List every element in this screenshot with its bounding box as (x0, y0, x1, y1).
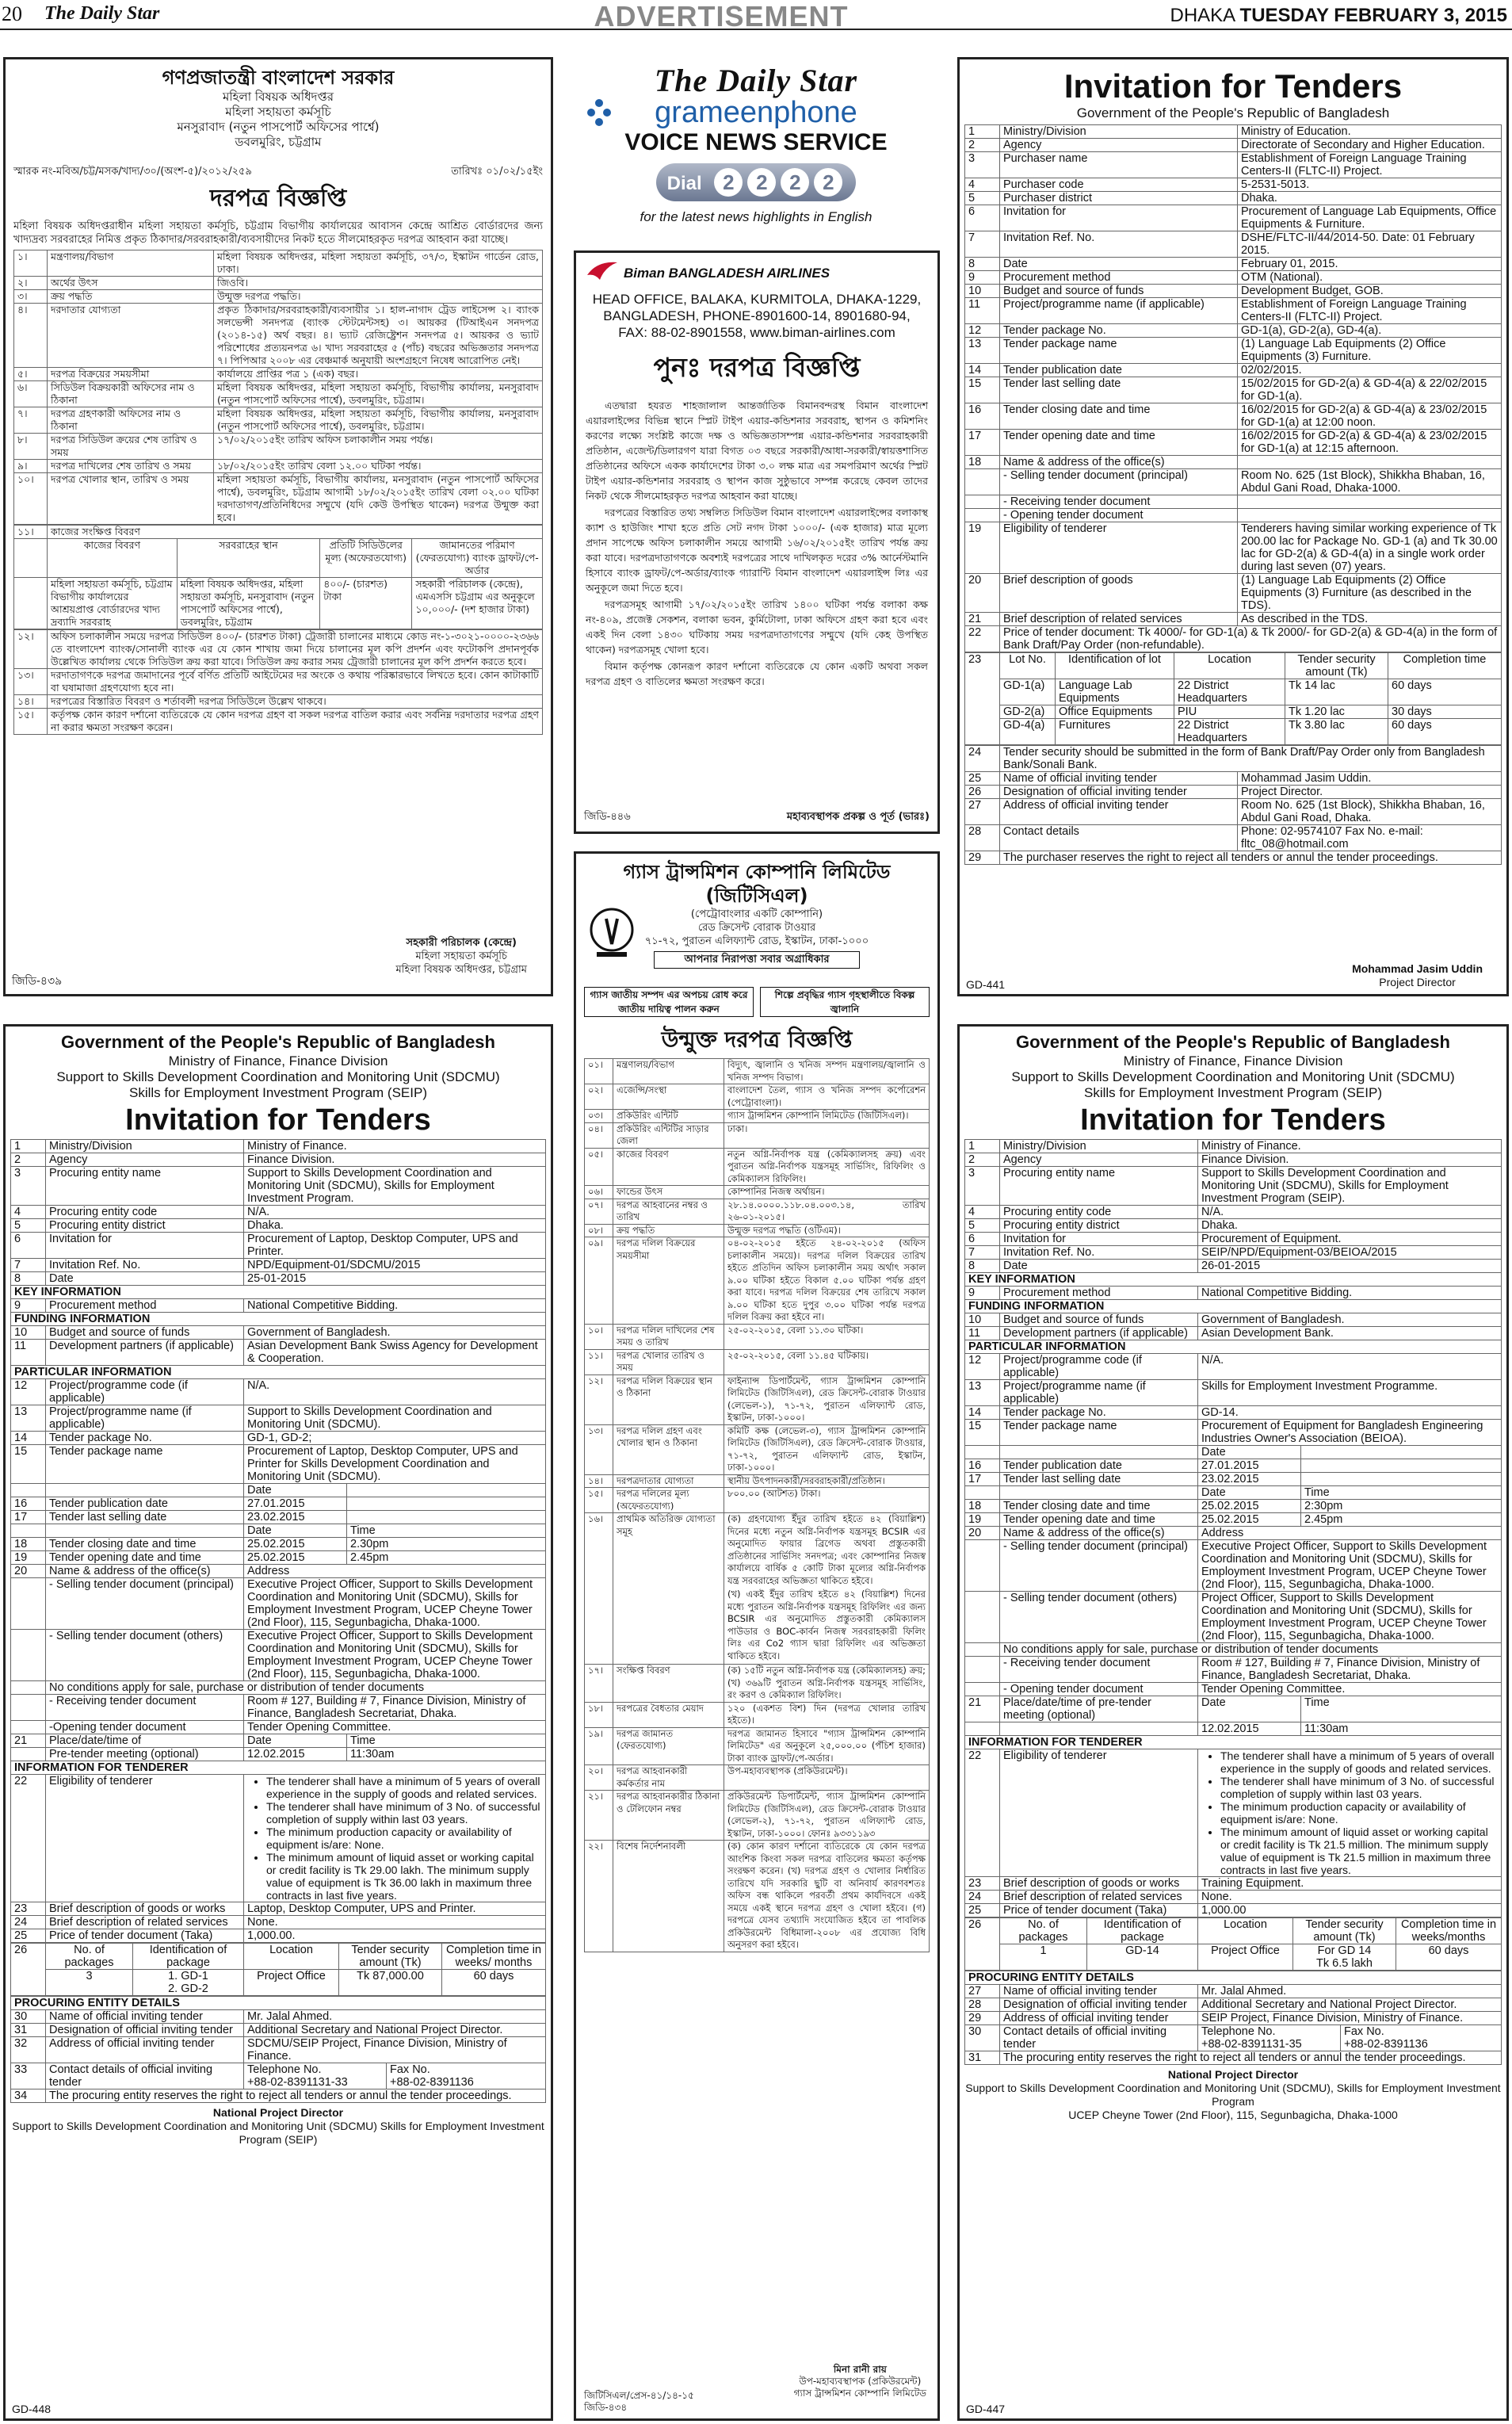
table-row: FUNDING INFORMATION (965, 1300, 1502, 1313)
r1-table (964, 124, 1502, 652)
table-row: 9 Procurement method National Competitive Bidding. (965, 1287, 1502, 1300)
gtcl-gd: জিটিসিএল/প্রেস-৪১/১৪-১৫ জিডি-৪৩৪ (584, 2390, 694, 2413)
gov-heading: Government of the People's Republic of Bangladesh (1016, 1032, 1450, 1052)
gtcl-logo-icon (589, 906, 635, 962)
table-row: 8 Date 25-01-2015 (11, 1272, 546, 1286)
table-row: 1 Ministry/Division Ministry of Education. (965, 125, 1502, 139)
ad-grameenphone-voice-news (572, 57, 940, 239)
table-row: 19 Tender opening date and time 25.02.2015 2.45pm (965, 1513, 1502, 1527)
table-row: 3 Procuring entity name Support to Skills Development Coordination and Monitoring Unit (SDCMU), Skills for Employment Investment Program. (11, 1167, 546, 1206)
dial-digit: 2 (714, 168, 743, 197)
gp-brand: grameenphone (572, 98, 940, 127)
table-row: PROCURING ENTITY DETAILS (11, 1997, 546, 2010)
table-row: 26 Designation of official inviting tender Project Director. (965, 786, 1502, 799)
table-row: ৩। ক্রয় পদ্ধতি উন্মুক্ত দরপত্র পদ্ধতি। (14, 290, 543, 304)
table-row: 16 Tender publication date 27.01.2015 (11, 1497, 546, 1511)
signature-block: National Project Director Support to Skills Development Coordination and Monitoring Unit (SDCMU) Skills for Employment Investment Program (SEIP) (12, 2106, 544, 2146)
table-row: 7 Invitation Ref. No. SEIP/NPD/Equipment-03/BEIOA/2015 (965, 1246, 1502, 1260)
ad-education-tender (957, 57, 1509, 996)
notice-title: দরপত্র বিজ্ঞপ্তি (209, 185, 347, 212)
table-row: 18 Name & address of the office(s) (965, 456, 1502, 469)
table-row: 13 Tender package name (1) Language Lab Equipments (2) Office Equipments (3) Furniture. (965, 338, 1502, 364)
telenor-logo-icon (583, 97, 615, 128)
table-row: 33 Contact details of official inviting tender Telephone No. +88-02-8391131-33 Fax No. +88-02-8391136 (11, 2063, 546, 2089)
gov-heading: গণপ্রজাতন্ত্রী বাংলাদেশ সরকার (162, 67, 395, 89)
table-row: 4 Procuring entity code N/A. (965, 1206, 1502, 1219)
table-row: 11 Development partners (if applicable) Asian Development Bank Swiss Agency for Development & Cooperation. (11, 1340, 546, 1366)
table-row: 30 Contact details of official inviting tender Telephone No. +88-02-8391131-35 Fax No. +88-02-8391136 (965, 2025, 1502, 2051)
signature-block: National Project Director Support to Skills Development Coordination and Monitoring Unit (SDCMU), Skills for Employment Investment Program UCEP Cheyne Tower (2nd Floor), 115, Segunbagicha, Dhaka-1000 (965, 2068, 1501, 2121)
notes-table (13, 629, 543, 735)
table-row: 12 Tender package No. GD-1(a), GD-2(a), GD-4(a). (965, 324, 1502, 338)
table-row: ১৪। দরপত্রের বিস্তারিত বিবরণ ও শর্তাবলী দরপত্র সিডিউলে উল্লেখ থাকবে। (14, 695, 543, 709)
table-row: ১৫। কর্তৃপক্ষ কোন কারণ দর্শানো ব্যতিরেকে যে কোন দরপত্র গ্রহণ বা সকল দরপত্র বাতিল করার এবং সর্বনিম্ন দরদাতার দরপত্র গ্রহণ না করার ক্ষমতা সংরক্ষণ করেন। (14, 709, 543, 735)
table-row: INFORMATION FOR TENDERER (965, 1736, 1502, 1749)
table-row: 32 Address of official inviting tender SDCMU/SEIP Project, Finance Division, Ministry of Finance. (11, 2037, 546, 2063)
intro: মহিলা বিষয়ক অধিদপ্তরাধীন মহিলা সহায়তা কর্মসূচি, চট্টগ্রাম বিভাগীয় কার্যালয়ের আবাসন কেন্দ্রে আশ্রিত বোর্ডারদের জন্য খাদ্যদ্রব্য সরবরাহের নিমিত্ত প্রকৃত ঠিকাদার/সরবরাহকারী/ব্যবসায়ীদের নিকট হতে সীলমোহরকৃত দরপত্র আহবান করা যাচ্ছে। (13, 220, 544, 246)
table-row: - Opening tender document (965, 509, 1502, 522)
table-row: ১০। দরপত্র দলিল দাখিলের শেষ সময় ও তারিখ ২৫-০২-২০১৫, বেলা ১১.৩০ ঘটিকা। (585, 1324, 930, 1349)
gp-service: VOICE NEWS SERVICE (624, 129, 888, 155)
table-row: ১৮। দরপত্রের বৈধতার মেয়াদ ১২০ (একশত বিশ) দিন (দরপত্র খোলার তারিখ হইতে)। (585, 1702, 930, 1727)
table-row: ১৫। দরপত্র দলিলের মূল্য (অফেরতযোগ্য) ৮০০.০০ (আটশত) টাকা। (585, 1488, 930, 1513)
table-row: 20 Name & address of the office(s) Address (965, 1527, 1502, 1540)
r1-lot-table (964, 652, 1502, 745)
table-row: 23 Brief description of goods or works Laptop, Desktop Computer, UPS and Printer. (11, 1902, 546, 1916)
table-row: 12 Project/programme code (if applicable) N/A. (11, 1379, 546, 1405)
table-row: 21 Brief description of related services As described in the TDS. (965, 613, 1502, 626)
table-row: 6 Invitation for Procurement of Language Lab Equipments, Office Equipments & Furniture. (965, 205, 1502, 231)
address-2: ডবলমুরিং, চট্টগ্রাম (235, 135, 322, 149)
table-row: 27 Address of official inviting tender Room No. 625 (1st Block), Shikkha Bhaban, 16, Abdul Gani Road, Dhaka. (965, 799, 1502, 825)
table-row: ১১। দরপত্র খোলার তারিখ ও সময় ২৫-০২-২০১৫, বেলা ১১.৪৫ ঘটিকায়। (585, 1349, 930, 1374)
tender-table (10, 1139, 546, 1943)
table-row: 2 Agency Finance Division. (965, 1153, 1502, 1167)
table-row: KEY INFORMATION (11, 1286, 546, 1299)
table-row: 26 No. of packages Identification of package Location Tender security amount (Tk) Completion time in weeks/ months (11, 1944, 546, 1970)
table-row: 15 Tender last selling date 15/02/2015 for GD-2(a) & GD-4(a) & 22/02/2015 for GD-1(a). (965, 377, 1502, 403)
tender-title: Invitation for Tenders (125, 1103, 431, 1137)
gd-number: GD-447 (966, 2403, 1006, 2415)
table-row: 9 Procurement method National Competitive Bidding. (11, 1299, 546, 1313)
table-row: ০৬। ফান্ডের উৎস কোম্পানির নিজস্ব অর্থায়ন। (585, 1186, 930, 1199)
table-row: 22 Eligibility of tenderer • The tenderer shall have a minimum of 5 years of overall experience in the supply of goods and related services. • The tenderer shall have minimum of 3 No. of successful completion of supply within last 03 years. • The minimum production capacity or availability of equipment is/are: None. • The minimum amount of liquid asset or working capital or credit facility is Tk 29.00 lakh. The minimum supply value of equipment is Tk 36.00 lakh in maximum three contracts in last five years. (11, 1775, 546, 1902)
table-row: 3 Purchaser name Establishment of Foreign Language Training Centers-II (FLTC-II) Project. (965, 152, 1502, 178)
tender-title: Invitation for Tenders (1080, 1103, 1386, 1137)
table-row: 4 Purchaser code 5-2531-5013. (965, 178, 1502, 192)
gp-paper: The Daily Star (654, 63, 858, 98)
table-row: 8 Date February 01, 2015. (965, 258, 1502, 271)
table-row: 12 Project/programme code (if applicable) N/A. (965, 1354, 1502, 1380)
table-row: 7 Invitation Ref. No. DSHE/FLTC-II/44/2014-50. Date: 01 February 2015. (965, 231, 1502, 258)
table-row: ২২। বিশেষ নির্দেশনাবলী (ক) কোন কারণ দর্শানো ব্যতিরেকে যে কোন দরপত্র আংশিক কিংবা সকল দরপত্র বাতিলের ক্ষমতা কর্তৃপক্ষ সংরক্ষণ করেন। (খ) দরপত্র গ্রহণ ও খোলার নির্ধারিত তারিখে যদি সরকারি ছুটি বা অনিবার্য কারণবশতঃ অফিস বন্ধ থাকিলে পরবর্তী প্রথম কার্যদিবসে একই সময়ে একই স্থানে দরপত্র গ্রহণ ও খোলা হইবে। (গ) দরপত্রে যেসব তথ্যাদি সংযোজিত হইবে তা পাবলিক প্রকিউরমেন্ট বিধিমালা-২০০৮ এর প্রযোজ্য বিধি অনুসরণ করা হইবে। (585, 1841, 930, 1952)
table-row: 22 Price of tender document: Tk 4000/- for GD-1(a) & Tk 2000/- for GD-2(a) & GD-4(a) in the form of Bank Draft/Pay Order (non-refundable). (965, 626, 1502, 652)
list-item: (ক) গ্রহণযোগ্য ইঁদুর তারিখ হইতে ৪২ (বিয়াল্লিশ) দিনের মধ্যে নতুন অগ্নি-নির্বাপক যন্ত্রসমূহ BCSIR এর অনুমোদিত ফায়ার ব্রিগেড অথবা প্রস্তুতকারী প্রতিষ্ঠানের সার্ভিসিং সনদপত্র; এবং কোম্পানির নিজস্ব কার্যালয়ে বার্ষিক ৫ কোটি টাকা মূল্যের অগ্নি-নির্বাপক যন্ত্র সরবরাহের অভিজ্ঞতা থাকিতে হইবে। (727, 1513, 926, 1586)
table-row: 9 Procurement method OTM (National). (965, 271, 1502, 285)
table-row: 10 Budget and source of funds Development Budget, GOB. (965, 285, 1502, 298)
gtcl-table (584, 1058, 930, 1952)
table-row: 30 Name of official inviting tender Mr. Jalal Ahmed. (11, 2010, 546, 2024)
table-row: ০৯। দরপত্র দলিল বিক্রয়ের সময়সীমা ০৪-০২-২০১৫ হইতে ২৪-০২-২০১৫ (অফিস চলাকালীন সময়ে)। দরপত্র দলিল বিক্রয়ের তারিখ হইতে প্রতিদিন অফিস চলাকালীন সময় অর্থাৎ সকাল ৯.০০ ঘটিকা হইতে বিকাল ৫.০০ ঘটিকা পর্যন্ত গ্রহণ করা যাবে। দরপত্র দলিল বিক্রয়ের শেষ তারিখে সকাল ৯.০০ ঘটিকা হতে দুপুর ৩.০০ ঘটিকা পর্যন্ত দরপত্র দলিল বিক্রয় করা হইবে না। (585, 1237, 930, 1325)
biman-title: পুনঃ দরপত্র বিজ্ঞপ্তি (653, 352, 861, 383)
table-row: ১২। অফিস চলাকালীন সময়ে দরপত্র সিডিউল ৪০০/- (চারশত টাকা) ট্রেজারী চালানের মাধ্যমে কোড নং-১-৩০২১-০০০০-২৩৬৬ তে বাংলাদেশ ব্যাংক/সোনালী ব্যাংক এর যে কোন শাখায় জমা দিয়ে চালানের মূল কপি প্রদর্শন এবং ফটোকপি প্রদানপূর্বক উল্লেখিত কার্যালয় থেকে সিডিউল ক্রয় করা যাবে। সিডিউল ক্রয় করার সময় ট্রেজারী চালানের মূল কপি প্রদর্শন করতে হবে। (14, 630, 543, 669)
table-row: 19 Eligibility of tenderer Tenderers having similar working experience of Tk 200.00 lac for Package No. GD-1 (a) and Tk 30.00 lac for GD-2(a) & GD-4(a) in a single work order during last seven (07) years. (965, 522, 1502, 574)
table-row: 18 Tender closing date and time 25.02.2015 2:30pm (965, 1500, 1502, 1513)
table-row: 15 Tender package name Procurement of Equipment for Bangladesh Engineering Industries Owner's Association (BEIOA). (965, 1420, 1502, 1446)
unit: Support to Skills Development Coordination and Monitoring Unit (SDCMU) (56, 1069, 500, 1084)
tender-table (964, 1139, 1502, 1917)
table-row: No conditions apply for sale, purchase or distribution of tender documents (11, 1681, 546, 1695)
biman-bird-icon (586, 259, 619, 283)
gp-tagline: for the latest news highlights in English (640, 209, 872, 224)
table-row: ০৫। কাজের বিবরণ নতুন অগ্নি-নির্বাপক যন্ত্র (কেমিক্যালসহ ক্রয়) এবং পুরাতন অগ্নি-নির্বাপক যন্ত্রসমূহ সার্ভিসিং, রিফিলিং ও কেমিক্যালস রিফিলিং। (585, 1148, 930, 1186)
ad-womens-affairs-tender (3, 57, 553, 996)
table-row: 8 Date 26-01-2015 (965, 1260, 1502, 1273)
table-row: -Opening tender document Tender Opening Committee. (11, 1721, 546, 1734)
address-1: মনসুরাবাদ (নতুন পাসপোর্ট অফিসের পার্শ্বে) (177, 120, 380, 134)
table-row: 2 Agency Finance Division. (11, 1153, 546, 1167)
table-row: ০৮। ক্রয় পদ্ধতি উন্মুক্ত দরপত্র পদ্ধতি (ওটিএম)। (585, 1224, 930, 1237)
entity-table (10, 1996, 546, 2103)
list-item: • The tenderer shall have minimum of 3 No. of successful completion of supply within last 03 years. (1220, 1775, 1498, 1800)
gtcl-signature: মিনা রানী রায় উপ-মহাব্যবস্থাপক (প্রকিউরমেন্ট) গ্যাস ট্রান্সমিশন কোম্পানি লিমিটেড (793, 2364, 926, 2399)
table-row: 17 Tender last selling date 23.02.2015 (965, 1473, 1502, 1486)
table-row: 34 The procuring entity reserves the right to reject all tenders or annul the tender proceedings. (11, 2089, 546, 2103)
table-row: 1 GD-14 Project Office For GD 14 Tk 6.5 lakh 60 days (965, 1944, 1502, 1971)
ministry: Ministry of Finance, Finance Division (168, 1053, 388, 1069)
gtcl-title: উন্মুক্ত দরপত্র বিজ্ঞপ্তি (661, 1027, 853, 1053)
table-row: INFORMATION FOR TENDERER (11, 1761, 546, 1775)
table-row: 24 Brief description of related services None. (965, 1891, 1502, 1904)
table-row: 12.02.2015 11:30am (965, 1722, 1502, 1736)
table-row: 15 Tender package name Procurement of Laptop, Desktop Computer, UPS and Printer for Skills Development Coordination and Monitoring Unit (SDCMU). (11, 1445, 546, 1484)
unit: Support to Skills Development Coordination and Monitoring Unit (SDCMU) (1011, 1069, 1455, 1084)
table-row: 28 Contact details Phone: 02-9574107 Fax No. e-mail: fltc_08@hotmail.com (965, 825, 1502, 851)
table-row: ১২। দরপত্র দলিল বিক্রয়ের স্থান ও ঠিকানা ফাইন্যান্স ডিপার্টমেন্ট, গ্যাস ট্রান্সমিশন কোম্পানি লিমিটেড (জিটিসিএল), রেড ক্রিসেন্ট-বোরাক টাওয়ার (লেভেল-১), ৭১-৭২, পুরাতন এলিফ্যান্ট রোড, ইস্কাটন, ঢাকা-১০০০। (585, 1374, 930, 1424)
gtcl-header: গ্যাস ট্রান্সমিশন কোম্পানি লিমিটেড (জিটিসিএল) (পেট্রোবাংলার একটি কোম্পানি) রেড ক্রিসেন্ট বোরাক টাওয়ার ৭১-৭২, পুরাতন এলিফ্যান্ট রোড, ইস্কাটন, ঢাকা-১০০০ আপনার নিরাপত্তা সবার অগ্রাধিকার (584, 860, 930, 985)
table-row: ০৪। প্রকিউরিং এন্টিটির সাড়ার জেলা ঢাকা। (585, 1122, 930, 1148)
r1-sub: Government of the People's Republic of Bangladesh (1076, 105, 1390, 120)
paper-name: The Daily Star (44, 3, 160, 24)
table-row: 27 Name of official inviting tender Mr. Jalal Ahmed. (965, 1985, 1502, 1998)
table-row: 17 Tender opening date and time 16/02/2015 for GD-2(a) & GD-4(a) & 23/02/2015 for GD-1(a) at 12:15 afternoon. (965, 430, 1502, 456)
gtcl-safety-box: আপনার নিরাপত্তা সবার অগ্রাধিকার (654, 951, 860, 969)
ad-gtcl-tender (574, 851, 940, 2421)
table-row: - Opening tender document Tender Opening Committee. (965, 1683, 1502, 1696)
table-row: 5 Purchaser district Dhaka. (965, 192, 1502, 205)
table-row: 17 Tender last selling date 23.02.2015 (11, 1511, 546, 1524)
table-row: 7 Invitation Ref. No. NPD/Equipment-01/SDCMU/2015 (11, 1259, 546, 1272)
table-row: 28 Designation of official inviting tender Additional Secretary and National Project Director. (965, 1998, 1502, 2012)
table-row: 14 Tender package No. GD-14. (965, 1406, 1502, 1420)
table-row: 1 Ministry/Division Ministry of Finance. (965, 1140, 1502, 1153)
table-row: ১৩। দরপত্র দলিল গ্রহণ এবং খোলার স্থান ও ঠিকানা কমিটি কক্ষ (লেভেল-৩), গ্যাস ট্রান্সমিশন কোম্পানি লিমিটেড (জিটিসিএল), রেড ক্রিসেন্ট-বোরাক টাওয়ার, ৭১-৭২, পুরাতন এলিফ্যান্ট রোড, ইস্কাটন, ঢাকা-১০০০। (585, 1424, 930, 1474)
programme: Skills for Employment Investment Program (SEIP) (1083, 1085, 1382, 1100)
table-row: ৭। দরপত্র গ্রহণকারী অফিসের নাম ও ঠিকানা মহিলা বিষয়ক অধিদপ্তর, মহিলা সহায়তা কর্মসূচি, বিভাগীয় কার্যালয়, মনসুরাবাদ (নতুন পাসপোর্ট অফিসের পার্শ্বে), ডবলমুরিং, চট্টগ্রাম। (14, 407, 543, 434)
table-row: 24 Brief description of related services None. (11, 1916, 546, 1929)
ministry: Ministry of Finance, Finance Division (1123, 1053, 1343, 1069)
table-row: No conditions apply for sale, purchase or distribution of tender documents (965, 1643, 1502, 1657)
section-title: ADVERTISEMENT (594, 0, 849, 32)
table-row: 22 Eligibility of tenderer • The tenderer shall have a minimum of 5 years of overall experience in the supply of goods and related services. • The tenderer shall have minimum of 3 No. of successful completion of supply within last 03 years. • The minimum production capacity or availability of equipment is/are: None. • The minimum amount of liquid asset or working capital or credit facility is Tk 21.5 million. The minimum supply value of equipment is Tk 21.5 million in maximum three contracts in last five years. (965, 1749, 1502, 1877)
dial-digit: 2 (814, 168, 842, 197)
memo-no: স্মারক নং-মবিঅ/চট্ট/মসক/খাদ্য/৩০/(অংশ-৫)/২০১২/২৫৯ (13, 166, 252, 178)
ad-seip-equipment-tender (957, 1024, 1509, 2421)
eligibility-list (266, 1775, 542, 1902)
dial-digit: 2 (781, 168, 809, 197)
gd-number: জিডি-৪৩৯ (12, 975, 63, 988)
table-row: 25 Name of official inviting tender Mohammad Jasim Uddin. (965, 772, 1502, 786)
r1-gd: GD-441 (966, 978, 1006, 991)
table-row: Date Time (11, 1524, 546, 1538)
table-row: 5 Procuring entity district Dhaka. (965, 1219, 1502, 1233)
biman-para-2: দরপত্রের বিস্তারিত তথ্য সম্বলিত সিডিউল বিমান বাংলাদেশ এয়ারলাইন্সের বলাকাস্থ ক্যাশ ও হাউজিং শাখা হতে প্রতি সেট নগদ টাকা ১০০০/- (এক হাজার) মাত্র মূল্যে প্রদান সাপেক্ষে অফিস চলাকালীন সময়ে আগামী ১৬/০২/২০১৫ইং তারিখ পর্যন্ত ক্রয় করা যাবে। দরপত্রদাতাগণকে অবশ্যই দরপত্রের সাথে দাখিলকৃত দরের ৩% আর্নেস্টমানি হিসাবে ব্যাংক ড্রাফট/পে-অর্ডার/ব্যাংক গ্যারান্টি বিমান বাংলাদেশ এয়ারলাইন্স লিঃ এর অনুকূলে জমা দিতে হবে। (586, 507, 928, 594)
table-row: 10 Budget and source of funds Government of Bangladesh. (965, 1313, 1502, 1327)
table-row: 23 Brief description of goods or works Training Equipment. (965, 1877, 1502, 1891)
gp-dial: Dial 2 2 2 2 (572, 163, 940, 208)
r1-title: Invitation for Tenders (1063, 67, 1403, 105)
table-row: 21 Place/date/time of Date Time (11, 1734, 546, 1748)
table-row: ৮। দরপত্র সিডিউল ক্রয়ের শেষ তারিখ ও সময় ১৭/০২/২০১৫ইং তারিখ অফিস চলাকালীন সময় পর্যন্ত। (14, 434, 543, 460)
table-row: - Selling tender document (others) Project Officer, Support to Skills Development Coordination and Monitoring Unit (SDCMU), Skills for Employment Investment Program, UCEP Cheyne Tower (2nd Floor), 115, Segunbagicha, Dhaka-1000. (965, 1592, 1502, 1643)
package-table (964, 1917, 1502, 1971)
table-row: ০১। মন্ত্রণালয়/বিভাগ বিদ্যুৎ, জ্বালানি ও খনিজ সম্পদ মন্ত্রণালয়/জ্বালানি ও খনিজ সম্পদ বিভাগ। (585, 1059, 930, 1084)
table-row: - Receiving tender document Room # 127, Building # 7, Finance Division, Ministry of Finance, Bangladesh Secretariat, Dhaka. (11, 1695, 546, 1721)
table-row: 20 Brief description of goods (1) Language Lab Equipments (2) Office Equipments (3) Furniture (as described in the TDS). (965, 574, 1502, 613)
eligibility-list (1220, 1749, 1498, 1876)
gd-number: GD-448 (12, 2403, 52, 2415)
table-row: ২১। দরপত্র আহবানকারীর ঠিকানা ও টেলিফোন নম্বর প্রকিউরমেন্ট ডিপার্টমেন্ট, গ্যাস ট্রান্সমিশন কোম্পানি লিমিটেড (জিটিসিএল), রেড ক্রিসেন্ট-বোরাক টাওয়ার (লেভেল-২), ৭১-৭২, পুরাতন এলিফ্যান্ট রোড, ইস্কাটন, ঢাকা-১০০০। ফোনঃ ৯৩৩১১৯৩ (585, 1791, 930, 1841)
table-row: ১৩। দরদাতাগণকে দরপত্র জমাদানের পূর্বে বর্ণিত প্রতিটি আইটেমের দর অংকে ও কথায় পরিষ্কারভাবে লিখতে হবে। কোন কাটাকাটি বা ঘষামাজা গ্রহণযোগ্য হবে না। (14, 669, 543, 695)
table-row: ১। মন্ত্রণালয়/বিভাগ মহিলা বিষয়ক অধিদপ্তর, মহিলা সহায়তা কর্মসূচি, ৩৭/৩, ইস্কাটন গার্ডেন রোড, ঢাকা। (14, 250, 543, 277)
table-row: ১৭। সংক্ষিপ্ত বিবরণ (ক) ১৫টি নতুন অগ্নি-নির্বাপক যন্ত্র (কেমিক্যালসহ) ক্রয়; (খ) ৩৬৯টি পুরাতন অগ্নি-নির্বাপক যন্ত্রসমূহ সার্ভিসিং, রং করণ ও কেমিক্যাল রিফিলিং। (585, 1665, 930, 1703)
biman-logo: Biman BANGLADESH AIRLINES (586, 259, 928, 286)
table-row: 1 Ministry/Division Ministry of Finance. (11, 1140, 546, 1153)
table-row: FUNDING INFORMATION (11, 1313, 546, 1326)
table-row: 16 Tender closing date and time 16/02/2015 for GD-2(a) & GD-4(a) & 23/02/2015 for GD-1(a) at 12:00 noon. (965, 403, 1502, 430)
table-row: Date Time (965, 1486, 1502, 1500)
list-item: (খ) একই ইঁদুর তারিখ হইতে ৪২ (বিয়াল্লিশ) দিনের মধ্যে পুরাতন অগ্নি-নির্বাপক যন্ত্রসমূহ রিফিলিং এর জন্য BCSIR এর অনুমোদিত প্রস্তুতকারী কেমিক্যালস পাউডার ও BOC-কার্বন নিজস্ব সরবরাহকারী ফিলিং লিঃ এর Co2 গ্যাস দ্বারা রিফিলিং এর অভিজ্ঞতা থাকিতে হইবে। (727, 1589, 926, 1661)
table-row: - Selling tender document (others) Executive Project Officer, Support to Skills Development Coordination and Monitoring Unit (SDCMU), Skills for Employment Investment Program, UCEP Cheyne Tower (2nd Floor), 115, Segunbagicha, Dhaka-1000. (11, 1630, 546, 1681)
issue-date: DHAKA TUESDAY FEBRUARY 3, 2015 (1170, 5, 1507, 26)
table-row: 31 The procuring entity reserves the right to reject all tenders or annul the tender proceedings. (965, 2051, 1502, 2065)
table-row: ১৯। দরপত্র জামানত (ফেরতযোগ্য) দরপত্র জামানত হিসাবে "গ্যাস ট্রান্সমিশন কোম্পানি লিমিটেড" এর অনুকূলে ২৫,০০০.০০ (পঁচিশ হাজার) টাকা ব্যাংক ড্রাফট/পে-অর্ডার। (585, 1727, 930, 1765)
memo-date: তারিখঃ ০১/০২/১৫ইং (451, 166, 543, 178)
table-row: GD-1(a) Language Lab Equipments 22 District Headquarters Tk 14 lac 60 days (965, 679, 1502, 705)
list-item: • The minimum production capacity or availability of equipment is/are: None. (266, 1826, 542, 1851)
table-row: - Receiving tender document (965, 495, 1502, 509)
table-row: - Receiving tender document Room # 127, Building # 7, Finance Division, Ministry of Finance, Bangladesh Secretariat, Dhaka. (965, 1657, 1502, 1683)
table-row: ০৩। প্রকিউরিং এন্টিটি গ্যাস ট্রান্সমিশন কোম্পানি লিমিটেড (জিটিসিএল)। (585, 1110, 930, 1123)
table-row: 19 Tender opening date and time 25.02.2015 2.45pm (11, 1551, 546, 1565)
table-row: 21 Place/date/time of pre-tender meeting (optional) Date Time (965, 1696, 1502, 1722)
work-table: ১১। কাজের সংক্ষিপ্ত বিবরণ কাজের বিবরণ সরবরাহের স্থান প্রতিটি সিডিউলের মূল্য (অফেরতযোগ্য) জামানতের পরিমাণ (ফেরতযোগ্য) ব্যাংক ড্রাফট/পে-অর্ডার মহিলা সহায়তা কর্মসূচি, চট্টগ্রাম বিভাগীয় কার্যালয়ের আশ্রয়প্রাপ্ত বোর্ডারদের খাদ্য দ্রব্যাদি সরবরাহ মহিলা বিষয়ক অধিদপ্তর, মহিলা সহায়তা কর্মসূচি, মনসুরাবাদ (নতুন পাসপোর্ট অফিসের পার্শ্বে), ডবলমুরিং, চট্টগ্রাম ৪০০/- (চারশত) টাকা সহকারী পরিচালক (কেন্দ্রে), এমএসসি চট্টগ্রাম এর অনুকূলে ১০,০০০/- (দশ হাজার টাকা) (13, 525, 543, 629)
table-row: 13 Project/programme name (if applicable) Skills for Employment Investment Programme. (965, 1380, 1502, 1406)
dept: মহিলা বিষয়ক অধিদপ্তর (223, 90, 334, 104)
table-row: 16 Tender publication date 27.01.2015 (965, 1459, 1502, 1473)
masthead (0, 0, 1512, 30)
table-row: 3 Procuring entity name Support to Skills Development Coordination and Monitoring Unit (SDCMU), Skills for Employment Investment Program (SEIP). (965, 1167, 1502, 1206)
list-item: • The minimum amount of liquid asset or working capital or credit facility is Tk 21.5 million. The minimum supply value of equipment is Tk 21.5 million in maximum three contracts in last five years. (1220, 1826, 1498, 1876)
biman-para-4: বিমান কর্তৃপক্ষ কোনরূপ কারণ দর্শানো ব্যতিরেকে যে কোন একটি অথবা সকল দরপত্র গ্রহণ ও বাতিলের ক্ষমতা সংরক্ষণ করে। (586, 660, 928, 687)
table-row: ২। অর্থের উৎস জিওবি। (14, 277, 543, 290)
biman-para-1: এতদ্বারা হযরত শাহজালাল আন্তর্জাতিক বিমানবন্দরস্থ বিমান বাংলাদেশ এয়ারলাইন্সের বিভিন্ন স্থানে স্প্লিট টাইপ এয়ার-কন্ডিশনার সরবরাহ, স্থাপন ও কমিশনিং করণের লক্ষ্যে সংশ্লিষ্ট কাজে দক্ষ ও অভিজ্ঞতাসম্পন্ন এয়ার-কন্ডিশনার সরবরাহকারী প্রতিষ্ঠান, এজেন্ট/ডিলারগণ যারা বিগত ০৩ বছরে সরকারী/আধা-সরকারী/স্বায়ত্তশাসিত প্রতিষ্ঠানের অফিসে একক কার্যাদেশের টাকা ৩.০ লক্ষ মাত্র এর সমপরিমাণ অর্থের স্প্লিট টাইপ এয়ার-কন্ডিশনার সরবরাহ ও স্থাপন কাজ সুষ্ঠুভাবে সম্পন্ন করেছে কেবল তাদের নিকট থেকে সীলমোহরকৃত দরপত্র আহবান করা যাচ্ছে। (586, 400, 928, 502)
programme: Skills for Employment Investment Program (SEIP) (128, 1085, 427, 1100)
table-row: 5 Procuring entity district Dhaka. (11, 1219, 546, 1233)
ad-seip-computer-tender (3, 1024, 553, 2421)
table-row: 14 Tender package No. GD-1, GD-2; (11, 1432, 546, 1445)
table-row: ০৭। দরপত্র আহবানের নম্বর ও তারিখ ২৮.১৪.০০০০.১১৮.০৪.০০৩.১৪, তারিখ ২৬-০১-২০১৫। (585, 1199, 930, 1224)
biman-address: HEAD OFFICE, BALAKA, KURMITOLA, DHAKA-1229, BANGLADESH, PHONE-8901600-14, 8901680-94, FAX: 88-02-8901558, www.biman-airlines.com (592, 292, 922, 340)
list-item: • The minimum production capacity or availability of equipment is/are: None. (1220, 1800, 1498, 1826)
table-row: 29 The purchaser reserves the right to reject all tenders or annul the tender proceedings. (965, 851, 1502, 865)
table-row: Pre-tender meeting (optional) 12.02.2015 11:30am (11, 1748, 546, 1761)
table-row: ৫। দরপত্র বিক্রয়ের সময়সীমা কার্যালয়ে প্রাপ্তির পত্র ১ (এক) বছর। (14, 368, 543, 381)
table-row: 25 Price of tender document (Taka) 1,000.00. (11, 1929, 546, 1943)
table-row: ০২। এজেন্সি/সংস্থা বাংলাদেশ তৈল, গ্যাস ও খনিজ সম্পদ কর্পোরেশন (পেট্রোবাংলা)। (585, 1084, 930, 1110)
table-row: 24 Tender security should be submitted in the form of Bank Draft/Pay Order only from Bangladesh Bank/Sonali Bank. (965, 746, 1502, 772)
table-row: 20 Name & address of the office(s) Address (11, 1565, 546, 1578)
package-table (10, 1943, 546, 1996)
table-row: 25 Price of tender document (Taka) 1,000.00 (965, 1904, 1502, 1917)
table-row: 14 Tender publication date 02/02/2015. (965, 364, 1502, 377)
table-row: 11 Development partners (if applicable) Asian Development Bank. (965, 1327, 1502, 1340)
table-row: ১৪। দরপত্রদাতার যোগ্যতা স্থানীয় উৎপাদনকারী/সরবরাহকারী/প্রতিষ্ঠান। (585, 1474, 930, 1488)
table-row: Date (11, 1484, 546, 1497)
table-row: 18 Tender closing date and time 25.02.2015 2.30pm (11, 1538, 546, 1551)
table-row: ৪। দরদাতার যোগ্যতা প্রকৃত ঠিকাদার/সরবরাহকারী/ব্যবসায়ীর ১। হাল-নাগাদ ট্রেড লাইসেন্স ২। ব্যাংক সলভেন্সী সনদপত্র (ব্যাংক স্টেটমেন্টসহ) ৩। আয়কর (টিআইএন সনদপত্র (২০১৪-১৫) অর্থ বছর। ৪। ভ্যাট রেজিষ্ট্রেশন সনদপত্র ৫। আয়কর ও ভ্যাট পরিশোধের প্রত্যয়নপত্র ৬। খাদ্য সরবরাহের ৫ (পাঁচ) বছরের অভিজ্ঞতার সনদপত্র ৭। পিপিআর ২০০৮ এর বেঞ্চমার্ক অনুযায়ী অংশগ্রহণে নিষেধ আরোপিত নেই। (14, 304, 543, 368)
biman-footer: জিডি-৪৪৬ মহাব্যবস্থাপক প্রকল্প ও পূর্ত (ভারঃ) (584, 811, 930, 823)
dial-digit: 2 (747, 168, 776, 197)
table-row: 6 Invitation for Procurement of Equipment. (965, 1233, 1502, 1246)
table-row: PARTICULAR INFORMATION (11, 1366, 546, 1379)
list-item: • The tenderer shall have a minimum of 5 years of overall experience in the supply of goods and related services. (266, 1775, 542, 1800)
table-row: ১০। দরপত্র খোলার স্থান, তারিখ ও সময় মহিলা সহায়তা কর্মসূচি, বিভাগীয় কার্যালয়, মনসুরাবাদ (নতুন পাসপোর্ট অফিসের পার্শ্বে), ডবলমুরিং, চট্টগ্রাম আগামী ১৮/০২/২০১৫ইং তারিখ বেলা ০২.০০ ঘটিকা দরদাতাগণ/প্রতিনিধিদের সম্মুখে (যদি কেউ উপস্থিত থাকেন) দরপত্র উন্মুক্ত করা হবে। (14, 473, 543, 525)
table-row: 11 Project/programme name (if applicable) Establishment of Foreign Language Training Centers-II (FLTC-II) Project. (965, 298, 1502, 324)
list-item: • The tenderer shall have a minimum of 5 years of overall experience in the supply of goods and related services. (1220, 1749, 1498, 1775)
ad-biman-retender (574, 250, 940, 834)
table-row: 31 Designation of official inviting tender Additional Secretary and National Project Director. (11, 2024, 546, 2037)
office: মহিলা সহায়তা কর্মসূচি (225, 105, 331, 119)
table-row: KEY INFORMATION (965, 1273, 1502, 1287)
gov-heading: Government of the People's Republic of Bangladesh (61, 1032, 495, 1052)
table-row: ১৬। প্রাথমিক অতিরিক্ত যোগ্যতা সমূহ (ক) গ্রহণযোগ্য ইঁদুর তারিখ হইতে ৪২ (বিয়াল্লিশ) দিনের মধ্যে নতুন অগ্নি-নির্বাপক যন্ত্রসমূহ BCSIR এর অনুমোদিত ফায়ার ব্রিগেড অথবা প্রস্তুতকারী প্রতিষ্ঠানের সার্ভিসিং সনদপত্র; এবং কোম্পানির নিজস্ব কার্যালয়ে বার্ষিক ৫ কোটি টাকা মূল্যের অগ্নি-নির্বাপক যন্ত্র সরবরাহের অভিজ্ঞতা থাকিতে হইবে। (খ) একই ইঁদুর তারিখ হইতে ৪২ (বিয়াল্লিশ) দিনের মধ্যে পুরাতন অগ্নি-নির্বাপক যন্ত্রসমূহ রিফিলিং এর জন্য BCSIR এর অনুমোদিত প্রস্তুতকারী কেমিক্যালস পাউডার ও BOC-কার্বন নিজস্ব সরবরাহকারী ফিলিং লিঃ এর Co2 গ্যাস দ্বারা রিফিলিং এর অভিজ্ঞতা থাকিতে হইবে। (585, 1513, 930, 1665)
table-row: 29 Address of official inviting tender SEIP Project, Finance Division, Ministry of Finance. (965, 2012, 1502, 2025)
table-row: 13 Project/programme name (if applicable) Support to Skills Development Coordination and Monitoring Unit (SDCMU). (11, 1405, 546, 1432)
table-row: ৯। দরপত্র দাখিলের শেষ তারিখ ও সময় ১৮/০২/২০১৫ইং তারিখ বেলা ১২.০০ ঘটিকা পর্যন্ত। (14, 460, 543, 473)
table-row: ২০। দরপত্র আহবানকারী কর্মকর্তার নাম উপ-মহাব্যবস্থাপক (প্রকিউরমেন্ট)। (585, 1765, 930, 1791)
table-row: PARTICULAR INFORMATION (965, 1340, 1502, 1354)
entity-table (964, 1971, 1502, 2065)
list-item: • The minimum amount of liquid asset or working capital or credit facility is Tk 29.00 lakh. The minimum supply value of equipment is Tk 36.00 lakh in maximum three contracts in last five years. (266, 1851, 542, 1902)
table-row: ৬। সিডিউল বিক্রয়কারী অফিসের নাম ও ঠিকানা মহিলা বিষয়ক অধিদপ্তর, মহিলা সহায়তা কর্মসূচি, বিভাগীয় কার্যালয়, মনসুরাবাদ (নতুন পাসপোর্ট অফিসের পার্শ্বে), ডবলমুরিং, চট্টগ্রাম। (14, 381, 543, 407)
table-row: 10 Budget and source of funds Government of Bangladesh. (11, 1326, 546, 1340)
table-row: 26 No. of packages Identification of package Location Tender security amount (Tk) Completion time in weeks/months (965, 1918, 1502, 1944)
table-row: Date (965, 1446, 1502, 1459)
table-row: 2 Agency Directorate of Secondary and Higher Education. (965, 139, 1502, 152)
table-row: 23 Lot No. Identification of lot Location Tender security amount (Tk) Completion time (965, 653, 1502, 679)
r1-signature: Mohammad Jasim Uddin Project Director (1352, 962, 1483, 988)
table-row: PROCURING ENTITY DETAILS (965, 1971, 1502, 1985)
list-item: • The tenderer shall have minimum of 3 No. of successful completion of supply within last 03 years. (266, 1800, 542, 1826)
table-row: GD-2(a) Office Equipments PIU Tk 1.20 lac 30 days (965, 705, 1502, 719)
table-row: 3 1. GD-1 2. GD-2 Project Office Tk 87,000.00 60 days (11, 1970, 546, 1996)
table-row: - Selling tender document (principal) Executive Project Officer, Support to Skills Development Coordination and Monitoring Unit (SDCMU), Skills for Employment Investment Program, UCEP Cheyne Tower (2nd Floor), 115, Segunbagicha, Dhaka-1000. (965, 1540, 1502, 1592)
signature-block: সহকারী পরিচালক (কেন্দ্রে) মহিলা সহায়তা কর্মসূচি মহিলা বিষয়ক অধিদপ্তর, চট্টগ্রাম (395, 937, 527, 976)
biman-para-3: দরপত্রসমূহ আগামী ১৭/০২/২০১৫ইং তারিখ ১৪০০ ঘটিকা পর্যন্ত বলাকা কক্ষ নং-৪০৯, প্রজেক্ট সেকশন, বলাকা ভবন, কুর্মিটোলা, ঢাকা অফিসে গ্রহণ করা হবে এবং একই দিন বেলা ১৪৩০ ঘটিকায় সময় দরপত্রদাতাগণের সম্মুখে (যদি কেহ উপস্থিত থাকেন) দরপত্রসমূহ খোলা হবে। (586, 598, 928, 656)
r1-table-2 (964, 745, 1502, 865)
table-row: GD-4(a) Furnitures 22 District Headquarters Tk 3.80 lac 60 days (965, 719, 1502, 745)
table-row: - Selling tender document (principal) Executive Project Officer, Support to Skills Development Coordination and Monitoring Unit (SDCMU), Skills for Employment Investment Program, UCEP Cheyne Tower (2nd Floor), 115, Segunbagicha, Dhaka-1000. (11, 1578, 546, 1630)
table-row: 4 Procuring entity code N/A. (11, 1206, 546, 1219)
notice-table (13, 250, 543, 525)
table-row: - Selling tender document (principal) Room No. 625 (1st Block), Shikkha Bhaban, 16, Abdul Gani Road, Dhaka-1000. (965, 469, 1502, 495)
page-number: 20 (2, 2, 22, 25)
table-row: 6 Invitation for Procurement of Laptop, Desktop Computer, UPS and Printer. (11, 1233, 546, 1259)
gtcl-slogans: গ্যাস জাতীয় সম্পদ এর অপচয় রোধ করে জাতীয় দায়িত্ব পালন করুন শিল্পে প্রবৃদ্ধির গ্যাস গৃহস্থালীতে বিকল্প জ্বালানি (584, 987, 930, 1022)
